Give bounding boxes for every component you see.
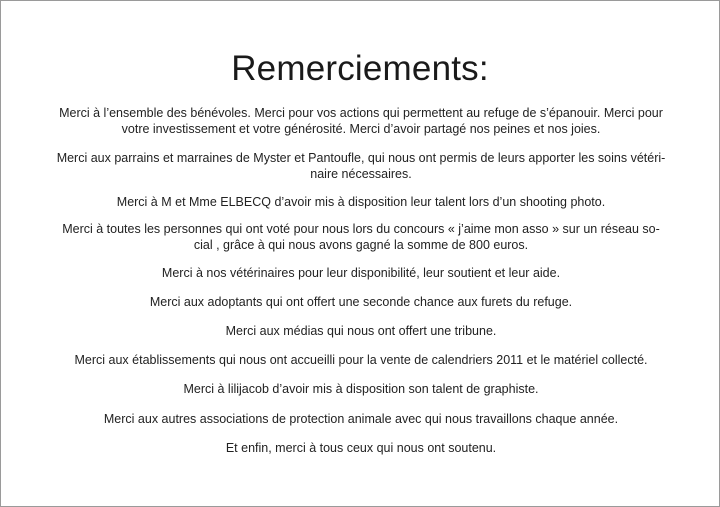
page-title: Remerciements: <box>231 49 489 88</box>
paragraph-line: Merci aux parrains et marraines de Myster et Pantoufle, qui nous ont permis de leurs apporter les soins vétéri- <box>56 151 666 165</box>
paragraph-enfin <box>41 440 681 456</box>
paragraph-etablissements <box>41 352 681 368</box>
paragraph-associations <box>41 411 681 427</box>
paragraph-lilijacob <box>41 381 681 397</box>
paragraph-line: Merci à lilijacob d’avoir mis à disposition son talent de graphiste. <box>183 382 539 396</box>
paragraph-medias <box>41 323 681 339</box>
paragraph-line: naire nécessaires. <box>310 167 412 181</box>
paragraph-line: cial , grâce à qui nous avons gagné la somme de 800 euros. <box>193 238 529 252</box>
paragraph-line: Merci à M et Mme ELBECQ d’avoir mis à disposition leur talent lors d’un shooting photo. <box>116 195 606 209</box>
paragraph-line: Merci aux établissements qui nous ont accueilli pour la vente de calendriers 2011 et le matériel collecté. <box>74 353 648 367</box>
paragraph-line: Merci à l’ensemble des bénévoles. Merci pour vos actions qui permettent au refuge de s’épanouir. Merci pour <box>59 106 663 120</box>
paragraph-line: Merci à toutes les personnes qui ont voté pour nous lors du concours « j’aime mon asso » sur un réseau so- <box>62 222 660 236</box>
paragraph-benevoles <box>41 105 681 137</box>
paragraph-line: Et enfin, merci à tous ceux qui nous ont soutenu. <box>225 441 497 455</box>
paragraph-line: Merci à nos vétérinaires pour leur disponibilité, leur soutient et leur aide. <box>161 266 561 280</box>
paragraph-line: Merci aux médias qui nous ont offert une tribune. <box>225 324 497 338</box>
paragraph-concours <box>41 221 681 253</box>
paragraph-adoptants <box>41 294 681 310</box>
paragraph-line: Merci aux adoptants qui ont offert une seconde chance aux furets du refuge. <box>149 295 573 309</box>
paragraph-elbecq <box>41 194 681 210</box>
paragraph-parrains <box>41 150 681 182</box>
paragraph-line: Merci aux autres associations de protection animale avec qui nous travaillons chaque année. <box>103 412 619 426</box>
paragraph-line: votre investissement et votre générosité. Merci d’avoir partagé nos peines et nos joies. <box>121 122 601 136</box>
paragraph-veterinaires <box>41 265 681 281</box>
